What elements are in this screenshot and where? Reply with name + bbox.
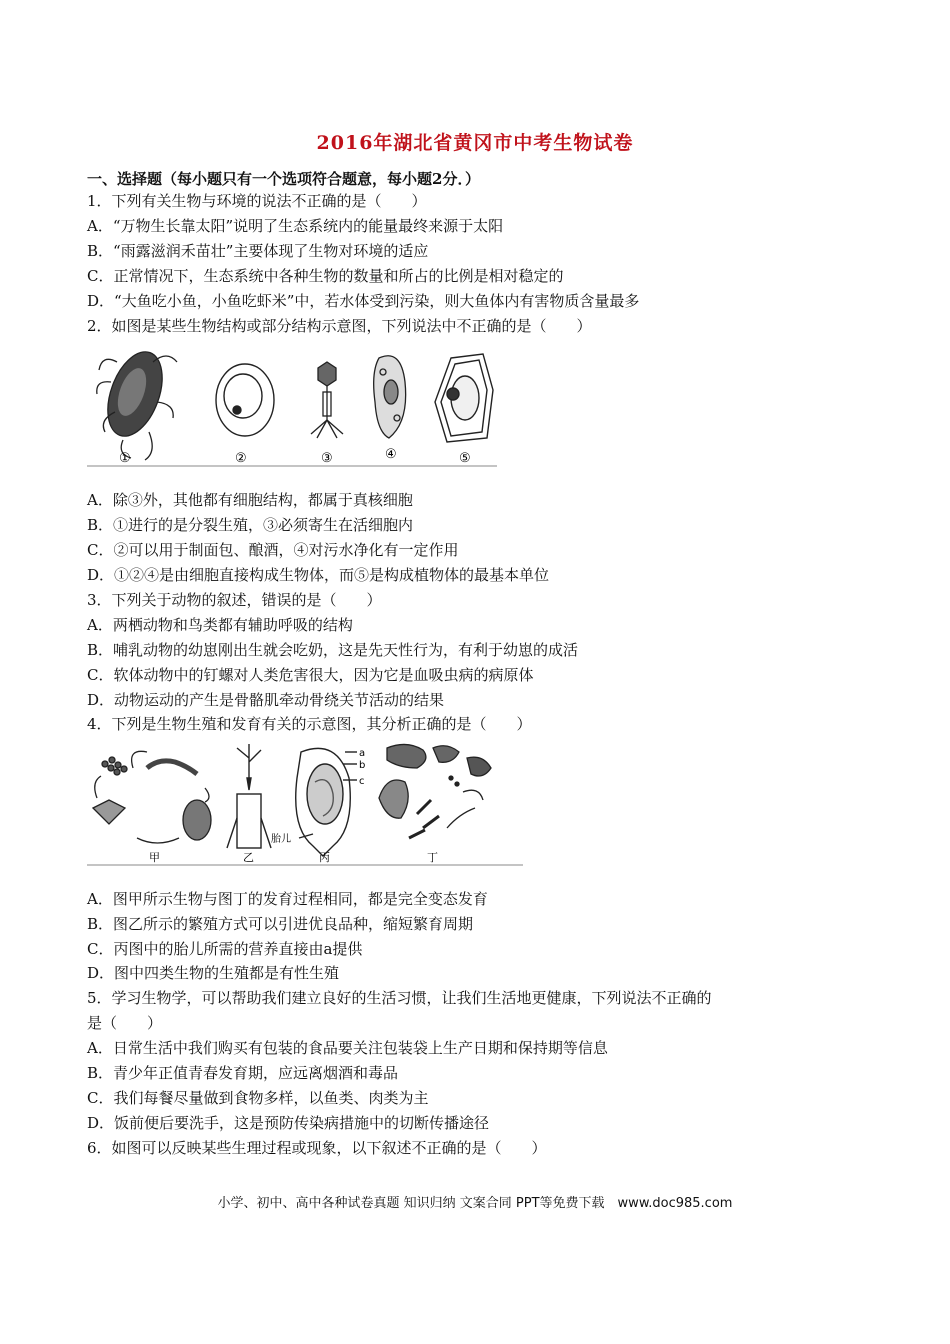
page-footer: 小学、初中、高中各种试卷真题 知识归纳 文案合同 PPT等免费下载 www.doc985.com xyxy=(217,1196,733,1211)
q4-stem: 4．下列是生物生殖和发育有关的示意图，其分析正确的是（ ） xyxy=(87,715,532,733)
q2-option-d: D．①②④是由细胞直接构成生物体，而⑤是构成植物体的最基本单位 xyxy=(87,566,550,584)
fig-label-1: ① xyxy=(119,451,131,466)
q4-figure xyxy=(87,738,527,868)
part-label-b: b xyxy=(359,760,366,771)
q4-option-b: B．图乙所示的繁殖方式可以引进优良品种，缩短繁育周期 xyxy=(87,915,474,933)
q3-option-c: C．软体动物中的钉螺对人类危害很大，因为它是血吸虫病的病原体 xyxy=(87,666,534,684)
plant-cell-drawing xyxy=(435,354,493,442)
frog-development-drawing xyxy=(379,744,491,838)
q2-figure xyxy=(87,342,497,470)
q2-option-c: C．②可以用于制面包、酿酒，④对污水净化有一定作用 xyxy=(87,541,459,559)
q1-option-c: C．正常情况下，生态系统中各种生物的数量和所占的比例是相对稳定的 xyxy=(87,267,564,285)
q6-stem: 6．如图可以反映某些生理过程或现象，以下叙述不正确的是（ ） xyxy=(87,1139,547,1157)
bacterium-drawing xyxy=(97,344,177,460)
q1-option-a: A．“万物生长靠太阳”说明了生态系统内的能量最终来源于太阳 xyxy=(87,217,504,235)
q4-option-c: C．丙图中的胎儿所需的营养直接由a提供 xyxy=(87,940,363,958)
fig-label-2: ② xyxy=(235,451,247,466)
q4-option-a: A．图甲所示生物与图丁的发育过程相同，都是完全变态发育 xyxy=(87,890,488,908)
q3-option-b: B．哺乳动物的幼崽刚出生就会吃奶，这是先天性行为，有利于幼崽的成活 xyxy=(87,641,579,659)
q5-option-b: B．青少年正值青春发育期，应远离烟酒和毒品 xyxy=(87,1064,399,1082)
q1-option-b: B．“雨露滋润禾苗壮”主要体现了生物对环境的适应 xyxy=(87,242,429,260)
fig-label-yi: 乙 xyxy=(243,851,254,864)
fig-label-3: ③ xyxy=(321,451,333,466)
fig-label-jia: 甲 xyxy=(149,851,160,864)
q5-option-c: C．我们每餐尽量做到食物多样，以鱼类、肉类为主 xyxy=(87,1089,429,1107)
q3-option-a: A．两栖动物和鸟类都有辅助呼吸的结构 xyxy=(87,616,353,634)
q2-option-b: B．①进行的是分裂生殖，③必须寄生在活细胞内 xyxy=(87,516,414,534)
q3-stem: 3．下列关于动物的叙述，错误的是（ ） xyxy=(87,591,382,609)
q5-stem-line2: 是（ ） xyxy=(87,1014,163,1032)
q2-option-a: A．除③外，其他都有细胞结构，都属于真核细胞 xyxy=(87,491,413,509)
q3-option-d: D．动物运动的产生是骨骼肌牵动骨绕关节活动的结果 xyxy=(87,691,445,709)
fig-label-bing: 丙 xyxy=(319,851,330,864)
fig-label-ding: 丁 xyxy=(427,851,438,864)
insect-lifecycle-drawing xyxy=(93,751,211,843)
fig-label-4: ④ xyxy=(385,447,397,462)
q5-option-d: D．饭前便后要洗手，这是预防传染病措施中的切断传播途径 xyxy=(87,1114,490,1132)
section-heading: 一、选择题（每小题只有一个选项符合题意，每小题2分．） xyxy=(87,170,480,188)
part-label-c: c xyxy=(359,776,365,787)
fetus-uterus-drawing xyxy=(296,748,357,856)
protozoan-drawing xyxy=(374,356,406,438)
yeast-cell-drawing xyxy=(216,364,274,436)
q1-stem: 1．下列有关生物与环境的说法不正确的是（ ） xyxy=(87,192,427,210)
q1-option-d: D．“大鱼吃小鱼，小鱼吃虾米”中，若水体受到污染，则大鱼体内有害物质含量最多 xyxy=(87,292,640,310)
grafting-drawing xyxy=(227,744,271,848)
q5-stem-line1: 5．学习生物学，可以帮助我们建立良好的生活习惯，让我们生活地更健康，下列说法不正确的 xyxy=(87,989,712,1007)
page-title: 2016年湖北省黄冈市中考生物试卷 xyxy=(316,132,634,154)
fig-label-5: ⑤ xyxy=(459,451,471,466)
part-label-fetus: 胎儿 xyxy=(271,834,291,845)
virus-drawing xyxy=(311,362,343,438)
q4-option-d: D．图中四类生物的生殖都是有性生殖 xyxy=(87,964,340,982)
q5-option-a: A．日常生活中我们购买有包装的食品要关注包装袋上生产日期和保持期等信息 xyxy=(87,1039,608,1057)
part-label-a: a xyxy=(359,748,366,759)
q2-stem: 2．如图是某些生物结构或部分结构示意图，下列说法中不正确的是（ ） xyxy=(87,317,592,335)
